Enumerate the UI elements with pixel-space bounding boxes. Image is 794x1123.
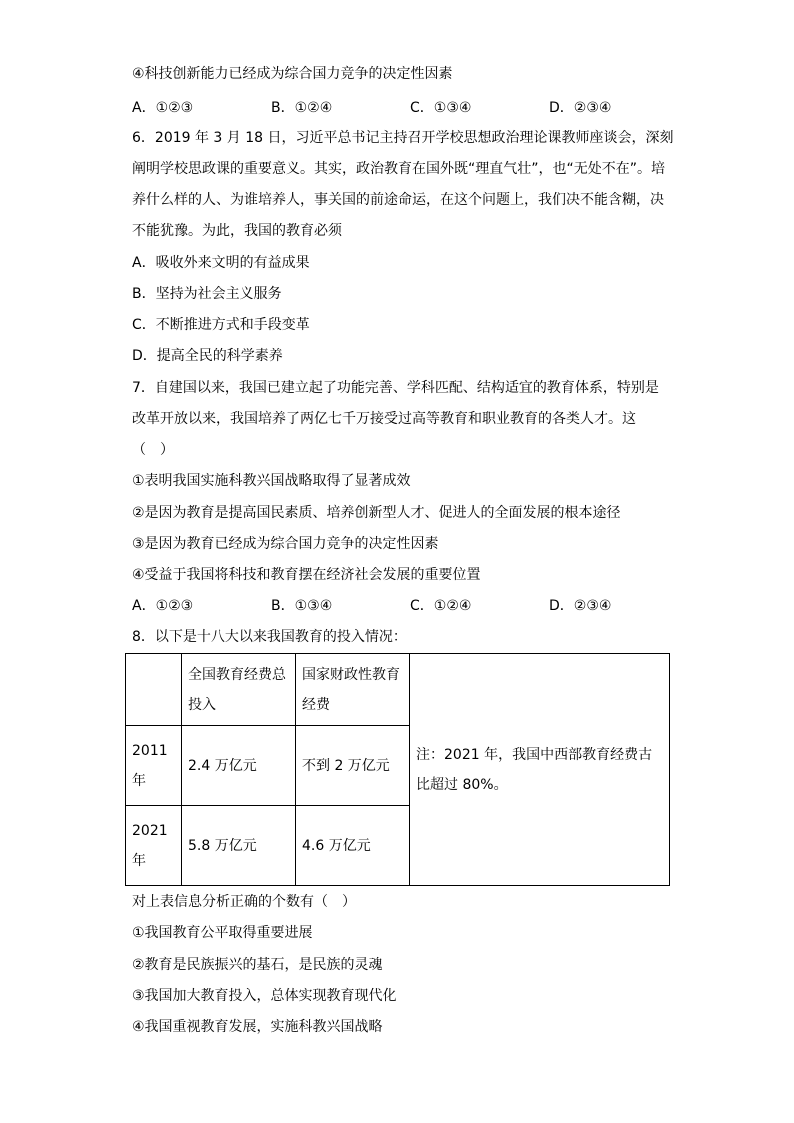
q7-options xyxy=(132,596,692,616)
q6-stem-line-3: 养什么样的人、为谁培养人，事关国的前途命运，在这个问题上，我们决不能含糊，决 xyxy=(132,192,664,208)
q8-statement-1: ①我国教育公平取得重要进展 xyxy=(132,925,313,941)
q6-stem-line-2: 阐明学校思政课的重要意义。其实，政治教育在国外既“理直气壮”，也“无处不在”。培 xyxy=(132,161,666,177)
q6-option-b: B．坚持为社会主义服务 xyxy=(132,286,282,302)
q5-option-a: A．①②③ xyxy=(132,100,194,116)
q5-option-d: D．②③④ xyxy=(549,100,612,116)
q7-statement-1: ①表明我国实施科教兴国战略取得了显著成效 xyxy=(132,473,411,489)
table-header-row xyxy=(126,654,670,726)
q5-option-b: B．①②④ xyxy=(271,100,333,116)
q5-options xyxy=(132,98,692,118)
q7-option-b: B．①③④ xyxy=(271,598,333,614)
table-header-fiscal: 国家财政性教育经费 xyxy=(296,654,410,726)
education-investment-table xyxy=(125,653,670,886)
table-cell-total: 2.4 万亿元 xyxy=(182,726,296,806)
q8-statement-4: ④我国重视教育发展，实施科教兴国战略 xyxy=(132,1019,383,1035)
q6-option-c: C．不断推进方式和手段变革 xyxy=(132,317,310,333)
table-cell-year: 2011 年 xyxy=(126,726,182,806)
q8-statement-3: ③我国加大教育投入，总体实现教育现代化 xyxy=(132,988,397,1004)
table-cell-fiscal: 不到 2 万亿元 xyxy=(296,726,410,806)
q7-stem-line-2: 改革开放以来，我国培养了两亿七千万接受过高等教育和职业教育的各类人才。这 xyxy=(132,411,636,427)
q7-option-d: D．②③④ xyxy=(549,598,612,614)
table-corner-cell xyxy=(126,654,182,726)
q5-option-c: C．①③④ xyxy=(410,100,472,116)
table-cell-year: 2021 年 xyxy=(126,806,182,886)
table-cell-total: 5.8 万亿元 xyxy=(182,806,296,886)
q7-option-a: A．①②③ xyxy=(132,598,194,614)
q8-statement-2: ②教育是民族振兴的基石，是民族的灵魂 xyxy=(132,957,383,973)
q7-statement-2: ②是因为教育是提高国民素质、培养创新型人才、促进人的全面发展的根本途径 xyxy=(132,505,621,521)
q6-option-d: D．提高全民的科学素养 xyxy=(132,348,283,364)
table-note-cell: 注：2021 年，我国中西部教育经费古比超过 80%。 xyxy=(410,654,670,886)
table-header-total: 全国教育经费总投入 xyxy=(182,654,296,726)
q7-stem-line-1: 7．自建国以来，我国已建立起了功能完善、学科匹配、结构适宜的教育体系，特别是 xyxy=(132,380,659,396)
q6-stem-line-4: 不能犹豫。为此，我国的教育必须 xyxy=(132,223,342,239)
q7-option-c: C．①②④ xyxy=(410,598,472,614)
q7-statement-3: ③是因为教育已经成为综合国力竞争的决定性因素 xyxy=(132,536,439,552)
q8-intro: 8．以下是十八大以来我国教育的投入情况： xyxy=(132,629,407,645)
q6-stem-line-1: 6．2019 年 3 月 18 日，习近平总书记主持召开学校思想政治理论课教师座谈会，深刻 xyxy=(132,130,674,146)
q7-stem-line-3: （ ） xyxy=(132,442,174,458)
q7-statement-4: ④受益于我国将科技和教育摆在经济社会发展的重要位置 xyxy=(132,567,481,583)
q6-option-a: A．吸收外来文明的有益成果 xyxy=(132,255,310,271)
q8-question: 对上表信息分析正确的个数有（ ） xyxy=(132,894,356,910)
q5-statement-4: ④科技创新能力已经成为综合国力竞争的决定性因素 xyxy=(132,66,453,82)
table-cell-fiscal: 4.6 万亿元 xyxy=(296,806,410,886)
